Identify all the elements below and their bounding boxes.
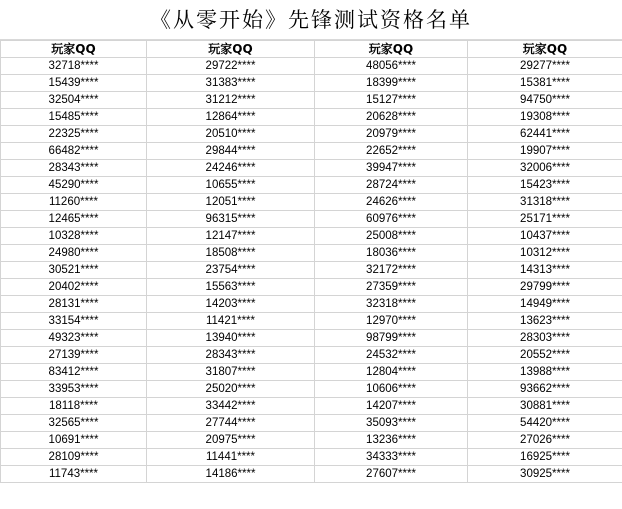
qq-number-cell: 25008****	[315, 228, 468, 245]
table-row	[1, 449, 622, 466]
qq-number-cell: 32565****	[1, 415, 147, 432]
table-row	[1, 245, 622, 262]
table-row	[1, 364, 622, 381]
header-row	[1, 41, 622, 58]
table-row	[1, 398, 622, 415]
qq-number-cell: 13940****	[147, 330, 315, 347]
qq-number-cell: 10437****	[468, 228, 622, 245]
qq-number-cell: 18036****	[315, 245, 468, 262]
qq-number-cell: 22325****	[1, 126, 147, 143]
qq-number-cell: 93662****	[468, 381, 622, 398]
qq-number-cell: 22652****	[315, 143, 468, 160]
qq-number-cell: 29722****	[147, 58, 315, 75]
qq-number-cell: 29799****	[468, 279, 622, 296]
qq-number-cell: 32504****	[1, 92, 147, 109]
qq-number-cell: 15127****	[315, 92, 468, 109]
qq-number-cell: 24532****	[315, 347, 468, 364]
qq-number-cell: 34333****	[315, 449, 468, 466]
table-row	[1, 296, 622, 313]
table-row	[1, 143, 622, 160]
qq-number-cell: 39947****	[315, 160, 468, 177]
qq-number-cell: 20979****	[315, 126, 468, 143]
qq-number-cell: 28343****	[147, 347, 315, 364]
qq-number-cell: 30881****	[468, 398, 622, 415]
qq-number-cell: 18508****	[147, 245, 315, 262]
qq-number-cell: 33953****	[1, 381, 147, 398]
table-row	[1, 177, 622, 194]
qq-number-cell: 19907****	[468, 143, 622, 160]
column-header: 玩家QQ	[147, 41, 315, 58]
qq-number-cell: 11743****	[1, 466, 147, 483]
qq-number-cell: 31383****	[147, 75, 315, 92]
qq-number-cell: 12465****	[1, 211, 147, 228]
qq-number-cell: 13623****	[468, 313, 622, 330]
qq-number-cell: 31807****	[147, 364, 315, 381]
qq-number-cell: 32006****	[468, 160, 622, 177]
qq-number-cell: 83412****	[1, 364, 147, 381]
qq-number-cell: 14313****	[468, 262, 622, 279]
qq-number-cell: 35093****	[315, 415, 468, 432]
qq-number-cell: 24626****	[315, 194, 468, 211]
table-row	[1, 75, 622, 92]
qq-number-cell: 28303****	[468, 330, 622, 347]
qq-number-cell: 29844****	[147, 143, 315, 160]
table-row	[1, 92, 622, 109]
table-row	[1, 330, 622, 347]
qq-number-cell: 28109****	[1, 449, 147, 466]
qq-number-cell: 31318****	[468, 194, 622, 211]
table-row	[1, 194, 622, 211]
qq-number-cell: 25020****	[147, 381, 315, 398]
qq-number-cell: 30925****	[468, 466, 622, 483]
qq-list-table	[0, 40, 622, 483]
qq-number-cell: 20975****	[147, 432, 315, 449]
table-row	[1, 58, 622, 75]
qq-number-cell: 33154****	[1, 313, 147, 330]
qq-number-cell: 32318****	[315, 296, 468, 313]
qq-number-cell: 24980****	[1, 245, 147, 262]
table-body	[1, 58, 622, 483]
table-row	[1, 109, 622, 126]
qq-number-cell: 27139****	[1, 347, 147, 364]
qq-number-cell: 54420****	[468, 415, 622, 432]
table-row	[1, 381, 622, 398]
qq-number-cell: 10328****	[1, 228, 147, 245]
qq-number-cell: 12147****	[147, 228, 315, 245]
qq-number-cell: 32718****	[1, 58, 147, 75]
qq-number-cell: 27607****	[315, 466, 468, 483]
qq-number-cell: 10691****	[1, 432, 147, 449]
qq-number-cell: 20402****	[1, 279, 147, 296]
qq-number-cell: 28343****	[1, 160, 147, 177]
qq-number-cell: 11421****	[147, 313, 315, 330]
qq-number-cell: 45290****	[1, 177, 147, 194]
table-row	[1, 415, 622, 432]
qq-number-cell: 12051****	[147, 194, 315, 211]
table-row	[1, 279, 622, 296]
column-header: 玩家QQ	[468, 41, 622, 58]
qq-number-cell: 20510****	[147, 126, 315, 143]
qq-number-cell: 96315****	[147, 211, 315, 228]
qq-number-cell: 14949****	[468, 296, 622, 313]
qq-number-cell: 20552****	[468, 347, 622, 364]
qq-number-cell: 18399****	[315, 75, 468, 92]
qq-number-cell: 18118****	[1, 398, 147, 415]
qq-number-cell: 29277****	[468, 58, 622, 75]
qq-number-cell: 94750****	[468, 92, 622, 109]
table-row	[1, 466, 622, 483]
qq-number-cell: 30521****	[1, 262, 147, 279]
qq-number-cell: 98799****	[315, 330, 468, 347]
qq-number-cell: 16925****	[468, 449, 622, 466]
qq-number-cell: 15563****	[147, 279, 315, 296]
qq-number-cell: 32172****	[315, 262, 468, 279]
qq-number-cell: 31212****	[147, 92, 315, 109]
qq-number-cell: 14207****	[315, 398, 468, 415]
table-row	[1, 313, 622, 330]
qq-number-cell: 27744****	[147, 415, 315, 432]
qq-number-cell: 14186****	[147, 466, 315, 483]
qq-number-cell: 13988****	[468, 364, 622, 381]
table-row	[1, 262, 622, 279]
qq-number-cell: 13236****	[315, 432, 468, 449]
qq-number-cell: 14203****	[147, 296, 315, 313]
qq-number-cell: 12804****	[315, 364, 468, 381]
qq-number-cell: 12970****	[315, 313, 468, 330]
qq-number-cell: 15485****	[1, 109, 147, 126]
qq-number-cell: 66482****	[1, 143, 147, 160]
qq-number-cell: 20628****	[315, 109, 468, 126]
sheet-title: 《从零开始》先锋测试资格名单	[0, 0, 622, 40]
qq-number-cell: 12864****	[147, 109, 315, 126]
qq-number-cell: 11260****	[1, 194, 147, 211]
qq-number-cell: 15439****	[1, 75, 147, 92]
table-row	[1, 228, 622, 245]
table-row	[1, 126, 622, 143]
table-row	[1, 211, 622, 228]
qq-number-cell: 19308****	[468, 109, 622, 126]
qq-number-cell: 10655****	[147, 177, 315, 194]
qq-number-cell: 27026****	[468, 432, 622, 449]
table-row	[1, 160, 622, 177]
qq-number-cell: 15423****	[468, 177, 622, 194]
column-header: 玩家QQ	[1, 41, 147, 58]
table-row	[1, 347, 622, 364]
qq-number-cell: 10606****	[315, 381, 468, 398]
qq-number-cell: 24246****	[147, 160, 315, 177]
qq-number-cell: 60976****	[315, 211, 468, 228]
table-row	[1, 432, 622, 449]
qq-number-cell: 10312****	[468, 245, 622, 262]
qq-number-cell: 33442****	[147, 398, 315, 415]
qq-number-cell: 28131****	[1, 296, 147, 313]
qq-number-cell: 27359****	[315, 279, 468, 296]
column-header: 玩家QQ	[315, 41, 468, 58]
qq-number-cell: 15381****	[468, 75, 622, 92]
qq-number-cell: 62441****	[468, 126, 622, 143]
qq-number-cell: 23754****	[147, 262, 315, 279]
qq-number-cell: 25171****	[468, 211, 622, 228]
qq-number-cell: 11441****	[147, 449, 315, 466]
qq-number-cell: 28724****	[315, 177, 468, 194]
qq-number-cell: 48056****	[315, 58, 468, 75]
qq-number-cell: 49323****	[1, 330, 147, 347]
